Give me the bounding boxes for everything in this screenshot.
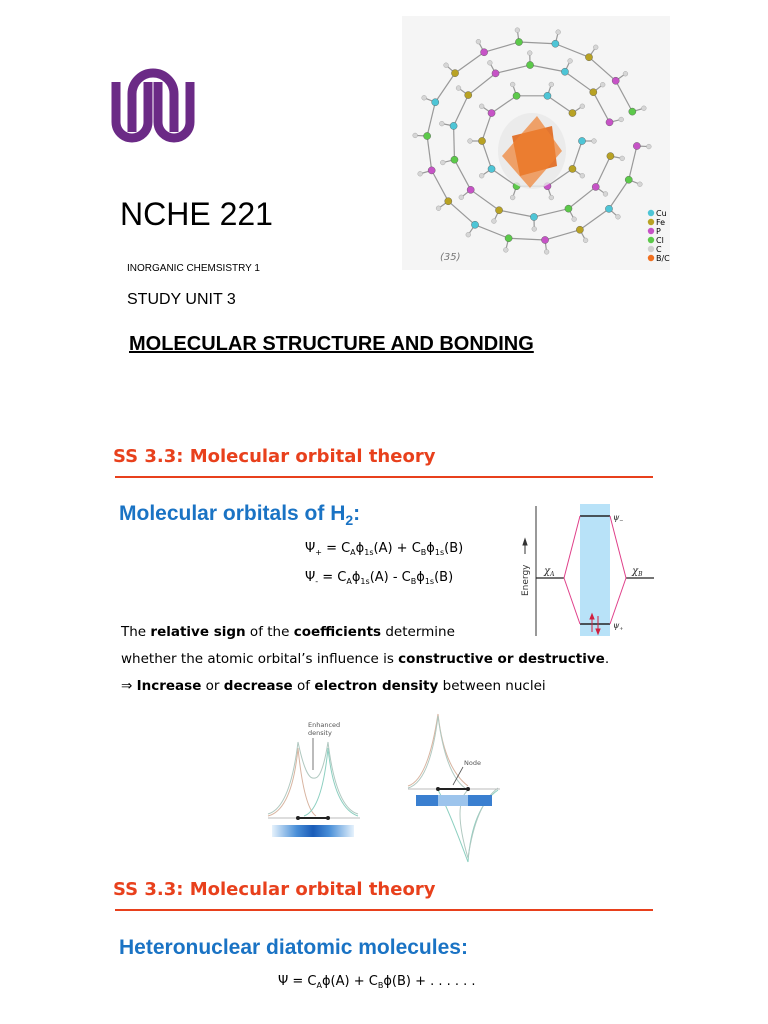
psi-plus-label: $\psi_+$	[613, 621, 624, 632]
section1-title: SS 3.3: Molecular orbital theory	[113, 446, 436, 467]
legend-dot-fe	[648, 219, 654, 225]
legend-fe: Fe	[656, 218, 666, 227]
energy-axis-label: Energy	[521, 564, 531, 596]
psi-minus-label: $\psi_-$	[613, 513, 624, 524]
legend-bc: B/C	[656, 254, 670, 263]
legend-dot-bc	[648, 255, 654, 261]
enhanced-label: Enhanced	[308, 721, 341, 729]
electron-density-figure	[262, 708, 504, 868]
section1-subheading: Molecular orbitals of $H_2$:	[119, 502, 361, 528]
legend-dot-cu	[648, 210, 654, 216]
section2-subheading: Heteronuclear diatomic molecules:	[119, 936, 468, 959]
equation-psi-minus: $\Psi_-$ = $C_Aɸ_{1s}(A)$ - $C_Bɸ_{1s}(B)$	[305, 570, 454, 586]
mo-energy-diagram	[514, 502, 658, 640]
molecular-cluster-figure	[402, 16, 670, 270]
chi-a-label: $\chi_A$	[544, 566, 555, 578]
figure-label: (35)	[440, 252, 461, 263]
paragraph-density: ⇒ Increase or decrease of electron density between nuclei	[121, 678, 546, 694]
university-logo	[110, 64, 196, 150]
course-subtitle: INORGANIC CHEMSISTRY 1	[127, 263, 260, 274]
legend-cu: Cu	[656, 209, 667, 218]
legend-dot-p	[648, 228, 654, 234]
study-unit: STUDY UNIT 3	[127, 291, 236, 308]
section1-divider	[115, 476, 653, 478]
legend-c: C	[656, 245, 662, 254]
density-label: density	[308, 729, 332, 737]
section2-divider	[115, 909, 653, 911]
section2-title: SS 3.3: Molecular orbital theory	[113, 879, 436, 900]
paragraph-influence: whether the atomic orbital’s influence is constructive or destructive.	[121, 651, 610, 667]
unit-heading: MOLECULAR STRUCTURE AND BONDING	[129, 333, 534, 355]
equation-psi-plus: $\Psi_+$ = $C_Aɸ_{1s}(A)$ + $C_Bɸ_{1s}(B)$	[305, 541, 464, 557]
legend-cl: Cl	[656, 236, 664, 245]
chi-b-label: $\chi_B$	[632, 566, 643, 578]
paragraph-relative-sign: The relative sign of the coefficients determine	[121, 624, 455, 640]
legend-dot-cl	[648, 237, 654, 243]
course-code: NCHE 221	[120, 196, 273, 232]
legend-p: P	[656, 227, 661, 236]
legend-dot-c	[648, 246, 654, 252]
equation-heteronuclear: $\Psi = C_Aɸ(A)$ + $C_Bɸ(B)$ + . . . . . .	[278, 974, 476, 990]
node-label: Node	[464, 759, 481, 767]
